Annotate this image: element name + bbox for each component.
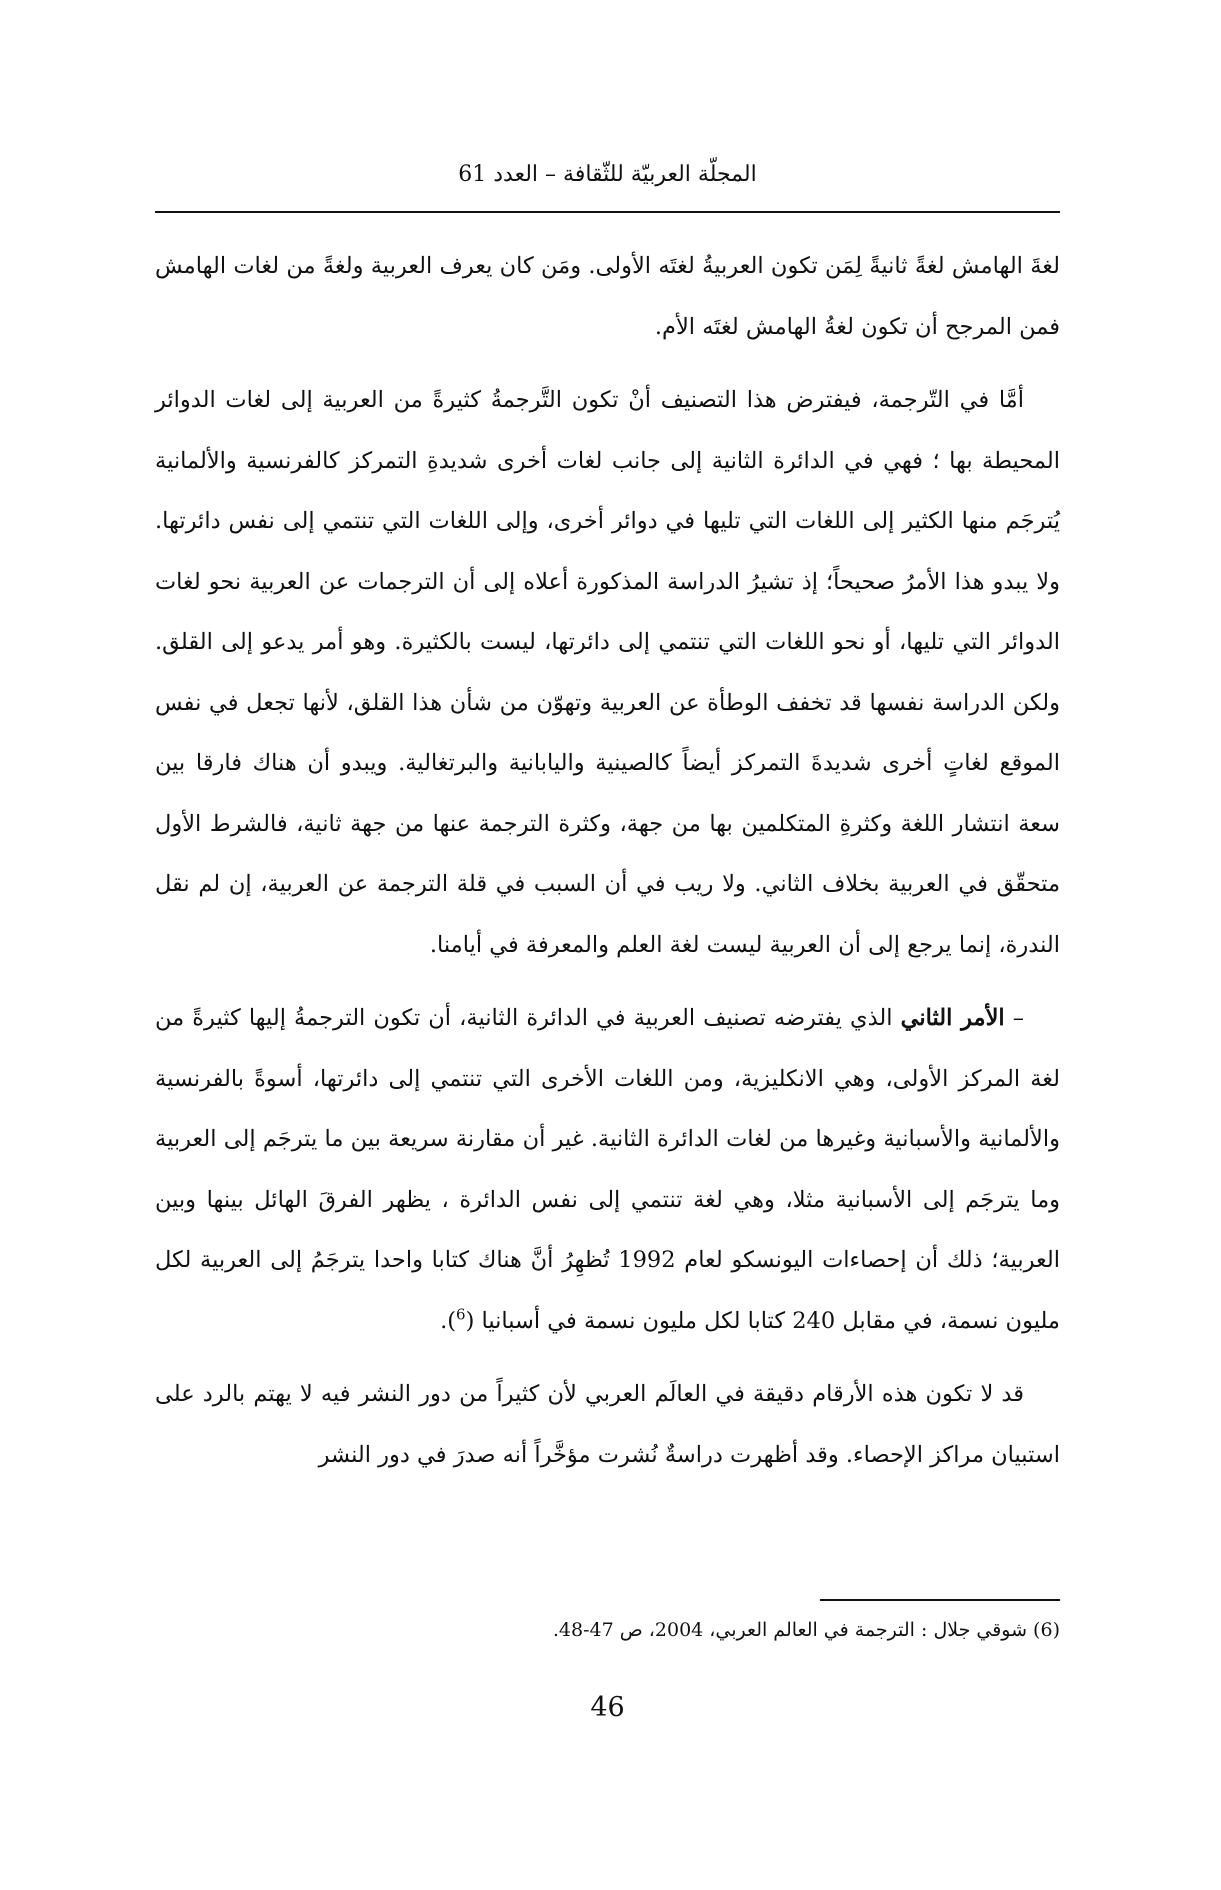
paragraph-3-dash: – bbox=[1012, 1005, 1024, 1031]
paragraph-4: قد لا تكون هذه الأرقام دقيقة في العالَم العربي لأن كثيراً من دور النشر فيه لا يهتم بالرد على استبيان مراكز الإحصاء. وقد أظهرت دراسةٌ نُشرت مؤخَّراً أنه صدرَ في دور النشر bbox=[155, 1381, 1060, 1468]
body-text bbox=[155, 236, 1060, 1498]
footnote: (6) شوقي جلال : الترجمة في العالم العربي، 2004، ص 47-48. bbox=[552, 1619, 1060, 1641]
footnote-rule bbox=[820, 1599, 1060, 1601]
footnote-reference-open: ( bbox=[465, 1307, 475, 1334]
paragraph-3-text: الذي يفترضه تصنيف العربية في الدائرة الثانية، أن تكون الترجمةُ إليها كثيرةً من لغة المركز الأولى، وهي الانكليزية، ومن اللغات الأخرى التي تنتمي إلى دائرتها، أسوةً بالفرنسية والألمانية والأسبانية وغيرها من لغات الدائرة الثانية. غير أن مقارنة سريعة بين ما يترجَم إلى العربية وما يترجَم إلى الأسبانية مثلا، وهي لغة تنتمي إلى نفس الدائرة ، يظهر الفرقَ الهائل بينها وبين العربية؛ ذلك أن إحصاءات اليونسكو لعام 1992 تُظهِرُ أنَّ هناك كتابا واحدا يترجَمُ إلى العربية لكل مليون نسمة، في مقابل 240 كتابا لكل مليون نسمة في أسبانيا bbox=[155, 1005, 1060, 1334]
footnote-reference-close: ). bbox=[440, 1307, 457, 1334]
page-number: 46 bbox=[590, 1692, 625, 1723]
footnote-reference-number: 6 bbox=[456, 1305, 466, 1323]
paragraph-1: لغةَ الهامش لغةً ثانيةً لِمَن تكون العربيةُ لغتَه الأولى. ومَن كان يعرف العربية ولغةً من لغات الهامش فمن المرجح أن تكون لغةُ الهامش لغتَه الأم. bbox=[155, 253, 1060, 340]
footnote-reference[interactable] bbox=[440, 1305, 475, 1334]
paragraph-3-bold-term: الأمر الثاني bbox=[900, 1005, 1005, 1031]
running-header: المجلّة العربيّة للثّقافة – العدد 61 bbox=[458, 162, 757, 187]
header-rule bbox=[155, 211, 1060, 213]
paragraph-2: أمَّا في التّرجمة، فيفترض هذا التصنيف أنْ تكون التَّرجمةُ كثيرةً من العربية إلى لغات الدوائر المحيطة بها ؛ فهي في الدائرة الثانية إلى جانب لغات أخرى شديدةِ التمركز كالفرنسية والألمانية يُترجَم منها الكثير إلى اللغات التي تليها في دوائر أخرى، وإلى اللغات التي تنتمي إلى نفس دائرتها. ولا يبدو هذا الأمرُ صحيحاً؛ إذ تشيرُ الدراسة المذكورة أعلاه إلى أن الترجمات عن العربية نحو لغات الدوائر التي تليها، أو نحو اللغات التي تنتمي إلى دائرتها، ليست بالكثيرة. وهو أمر يدعو إلى القلق. ولكن الدراسة نفسها قد تخفف الوطأة عن العربية وتهوّن من شأن هذا القلق، لأنها تجعل في نفس الموقع لغاتٍ أخرى شديدةَ التمركز أيضاً كالصينية واليابانية والبرتغالية. ويبدو أن هناك فارقا بين سعة انتشار اللغة وكثرةِ المتكلمين بها من جهة، وكثرة الترجمة عنها من جهة ثانية، فالشرط الأول متحقّق في العربية بخلاف الثاني. ولا ريب في أن السبب في قلة الترجمة عن العربية، إن لم نقل الندرة، إنما يرجع إلى أن العربية ليست لغة العلم والمعرفة في أيامنا. bbox=[155, 387, 1060, 958]
paragraph-3 bbox=[155, 988, 1060, 1351]
